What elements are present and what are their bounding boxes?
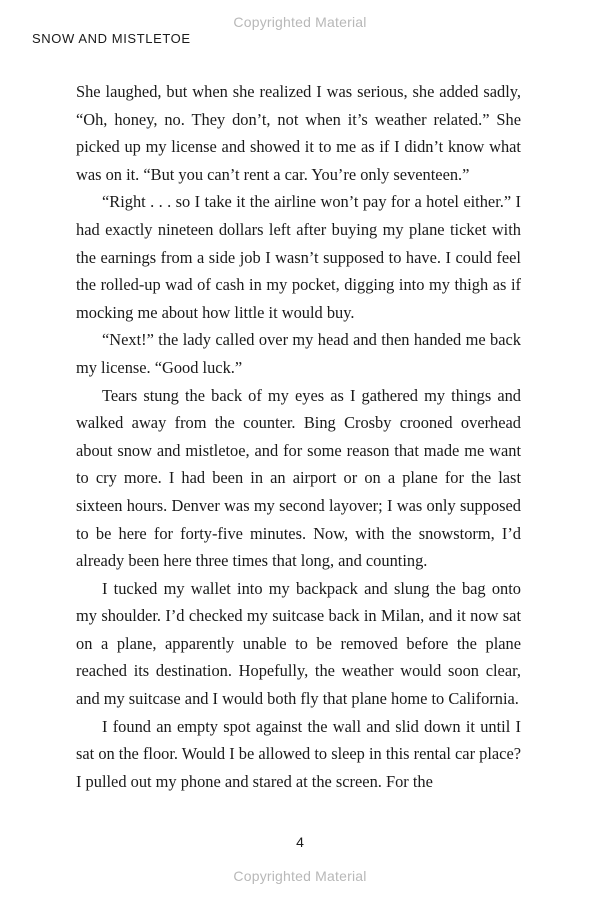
copyright-watermark-bottom: Copyrighted Material: [233, 868, 367, 884]
paragraph-3: “Next!” the lady called over my head and then handed me back my license. “Good luck.”: [76, 330, 521, 377]
page-number: 4: [296, 834, 304, 850]
paragraph-2: “Right . . . so I take it the airline won’t pay for a hotel either.” I had exactly nineteen dollars left after buying my plane ticket with the earnings from a side job I wasn’t supposed to have. I could feel the rolled-up wad of cash in my pocket, digging into my thigh as if mocking me about how little it would buy.: [76, 192, 521, 322]
paragraph-6: I found an empty spot against the wall and slid down it until I sat on the floor. Would I be allowed to sleep in this rental car place? I pulled out my phone and stared at the screen. For the: [76, 716, 521, 791]
running-head: SNOW AND MISTLETOE: [32, 31, 191, 46]
copyright-watermark-top: Copyrighted Material: [233, 14, 367, 30]
body-text: [76, 78, 521, 795]
paragraph-4: Tears stung the back of my eyes as I gathered my things and walked away from the counter. Bing Crosby crooned overhead about snow and mistletoe, and for some reason that made me want to cry more. I had been in an airport or on a plane for the last sixteen hours. Denver was my second layover; I was only supposed to be here for forty-five minutes. Now, with the snowstorm, I’d already been here three times that long, and counting.: [76, 385, 521, 571]
paragraph-5: I tucked my wallet into my backpack and slung the bag onto my shoulder. I’d checked my suitcase back in Milan, and it now sat on a plane, apparently unable to be removed before the plane reached its destination. Hopefully, the weather would soon clear, and my suitcase and I would both fly that plane home to California.: [76, 578, 521, 709]
paragraph-1: She laughed, but when she realized I was serious, she added sadly, “Oh, honey, no. They don’t, not when it’s weather related.” She picked up my license and showed it to me as if I didn’t know what was on it. “But you can’t rent a car. You’re only seventeen.”: [76, 82, 521, 184]
